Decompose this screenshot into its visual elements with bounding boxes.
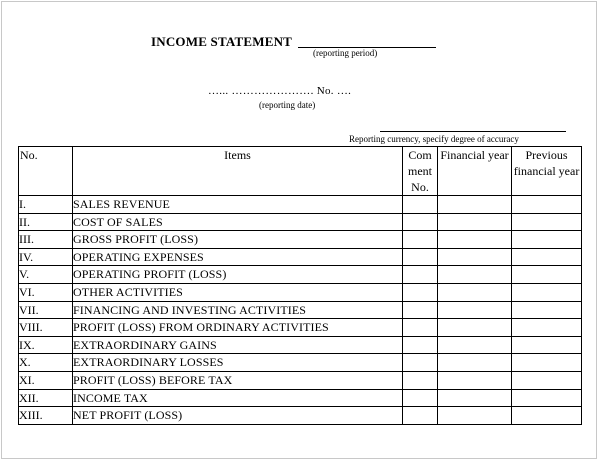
income-statement-table	[18, 146, 582, 425]
row-comment-cell[interactable]	[403, 196, 438, 214]
table-row	[19, 213, 582, 231]
row-previous-year-cell[interactable]	[512, 266, 582, 284]
table-row	[19, 266, 582, 284]
currency-underline	[380, 131, 566, 132]
row-number: X.	[19, 354, 73, 372]
row-item-label: OTHER ACTIVITIES	[73, 283, 403, 301]
row-previous-year-cell[interactable]	[512, 231, 582, 249]
row-financial-year-cell[interactable]	[438, 371, 512, 389]
row-comment-cell[interactable]	[403, 231, 438, 249]
row-financial-year-cell[interactable]	[438, 389, 512, 407]
reporting-currency-label: Reporting currency, specify degree of accuracy	[349, 134, 519, 144]
row-previous-year-cell[interactable]	[512, 407, 582, 425]
row-financial-year-cell[interactable]	[438, 196, 512, 214]
row-comment-cell[interactable]	[403, 389, 438, 407]
row-financial-year-cell[interactable]	[438, 354, 512, 372]
row-number: XI.	[19, 371, 73, 389]
row-financial-year-cell[interactable]	[438, 336, 512, 354]
table-row	[19, 319, 582, 337]
table-row	[19, 371, 582, 389]
row-item-label: GROSS PROFIT (LOSS)	[73, 231, 403, 249]
table-row	[19, 301, 582, 319]
row-number: VII.	[19, 301, 73, 319]
row-previous-year-cell[interactable]	[512, 283, 582, 301]
reporting-date-label: (reporting date)	[259, 100, 316, 110]
table-row	[19, 231, 582, 249]
row-financial-year-cell[interactable]	[438, 248, 512, 266]
column-header-no: No.	[19, 147, 73, 196]
row-number: II.	[19, 213, 73, 231]
row-financial-year-cell[interactable]	[438, 213, 512, 231]
row-item-label: OPERATING PROFIT (LOSS)	[73, 266, 403, 284]
row-number: XIII.	[19, 407, 73, 425]
document-number-line: …... …………………. No. ….	[208, 85, 352, 97]
table-row	[19, 336, 582, 354]
table-row	[19, 248, 582, 266]
row-previous-year-cell[interactable]	[512, 371, 582, 389]
row-comment-cell[interactable]	[403, 248, 438, 266]
row-number: I.	[19, 196, 73, 214]
row-number: XII.	[19, 389, 73, 407]
row-number: VIII.	[19, 319, 73, 337]
row-previous-year-cell[interactable]	[512, 389, 582, 407]
row-item-label: EXTRAORDINARY LOSSES	[73, 354, 403, 372]
row-number: VI.	[19, 283, 73, 301]
row-item-label: SALES REVENUE	[73, 196, 403, 214]
table-row	[19, 354, 582, 372]
document-title: INCOME STATEMENT	[151, 34, 293, 49]
row-previous-year-cell[interactable]	[512, 319, 582, 337]
row-previous-year-cell[interactable]	[512, 354, 582, 372]
row-previous-year-cell[interactable]	[512, 196, 582, 214]
row-previous-year-cell[interactable]	[512, 248, 582, 266]
row-financial-year-cell[interactable]	[438, 301, 512, 319]
table-header-row	[19, 147, 582, 196]
row-comment-cell[interactable]	[403, 213, 438, 231]
row-comment-cell[interactable]	[403, 336, 438, 354]
row-financial-year-cell[interactable]	[438, 319, 512, 337]
column-header-previous-financial-year: Previous financial year	[512, 147, 582, 196]
row-item-label: INCOME TAX	[73, 389, 403, 407]
row-item-label: NET PROFIT (LOSS)	[73, 407, 403, 425]
row-comment-cell[interactable]	[403, 371, 438, 389]
row-item-label: OPERATING EXPENSES	[73, 248, 403, 266]
table-row	[19, 283, 582, 301]
row-item-label: FINANCING AND INVESTING ACTIVITIES	[73, 301, 403, 319]
column-header-financial-year: Financial year	[438, 147, 512, 196]
row-item-label: PROFIT (LOSS) FROM ORDINARY ACTIVITIES	[73, 319, 403, 337]
reporting-period-label: (reporting period)	[313, 48, 378, 58]
row-number: IV.	[19, 248, 73, 266]
row-financial-year-cell[interactable]	[438, 407, 512, 425]
row-comment-cell[interactable]	[403, 354, 438, 372]
row-previous-year-cell[interactable]	[512, 213, 582, 231]
row-number: V.	[19, 266, 73, 284]
row-previous-year-cell[interactable]	[512, 336, 582, 354]
row-comment-cell[interactable]	[403, 407, 438, 425]
row-item-label: EXTRAORDINARY GAINS	[73, 336, 403, 354]
table-row	[19, 407, 582, 425]
row-financial-year-cell[interactable]	[438, 266, 512, 284]
row-financial-year-cell[interactable]	[438, 283, 512, 301]
row-item-label: PROFIT (LOSS) BEFORE TAX	[73, 371, 403, 389]
row-number: IX.	[19, 336, 73, 354]
row-financial-year-cell[interactable]	[438, 231, 512, 249]
row-comment-cell[interactable]	[403, 266, 438, 284]
table-row	[19, 389, 582, 407]
row-number: III.	[19, 231, 73, 249]
table-row	[19, 196, 582, 214]
row-comment-cell[interactable]	[403, 319, 438, 337]
row-comment-cell[interactable]	[403, 301, 438, 319]
column-header-comment-no: Com ment No.	[403, 147, 438, 196]
row-comment-cell[interactable]	[403, 283, 438, 301]
row-previous-year-cell[interactable]	[512, 301, 582, 319]
column-header-items: Items	[73, 147, 403, 196]
row-item-label: COST OF SALES	[73, 213, 403, 231]
